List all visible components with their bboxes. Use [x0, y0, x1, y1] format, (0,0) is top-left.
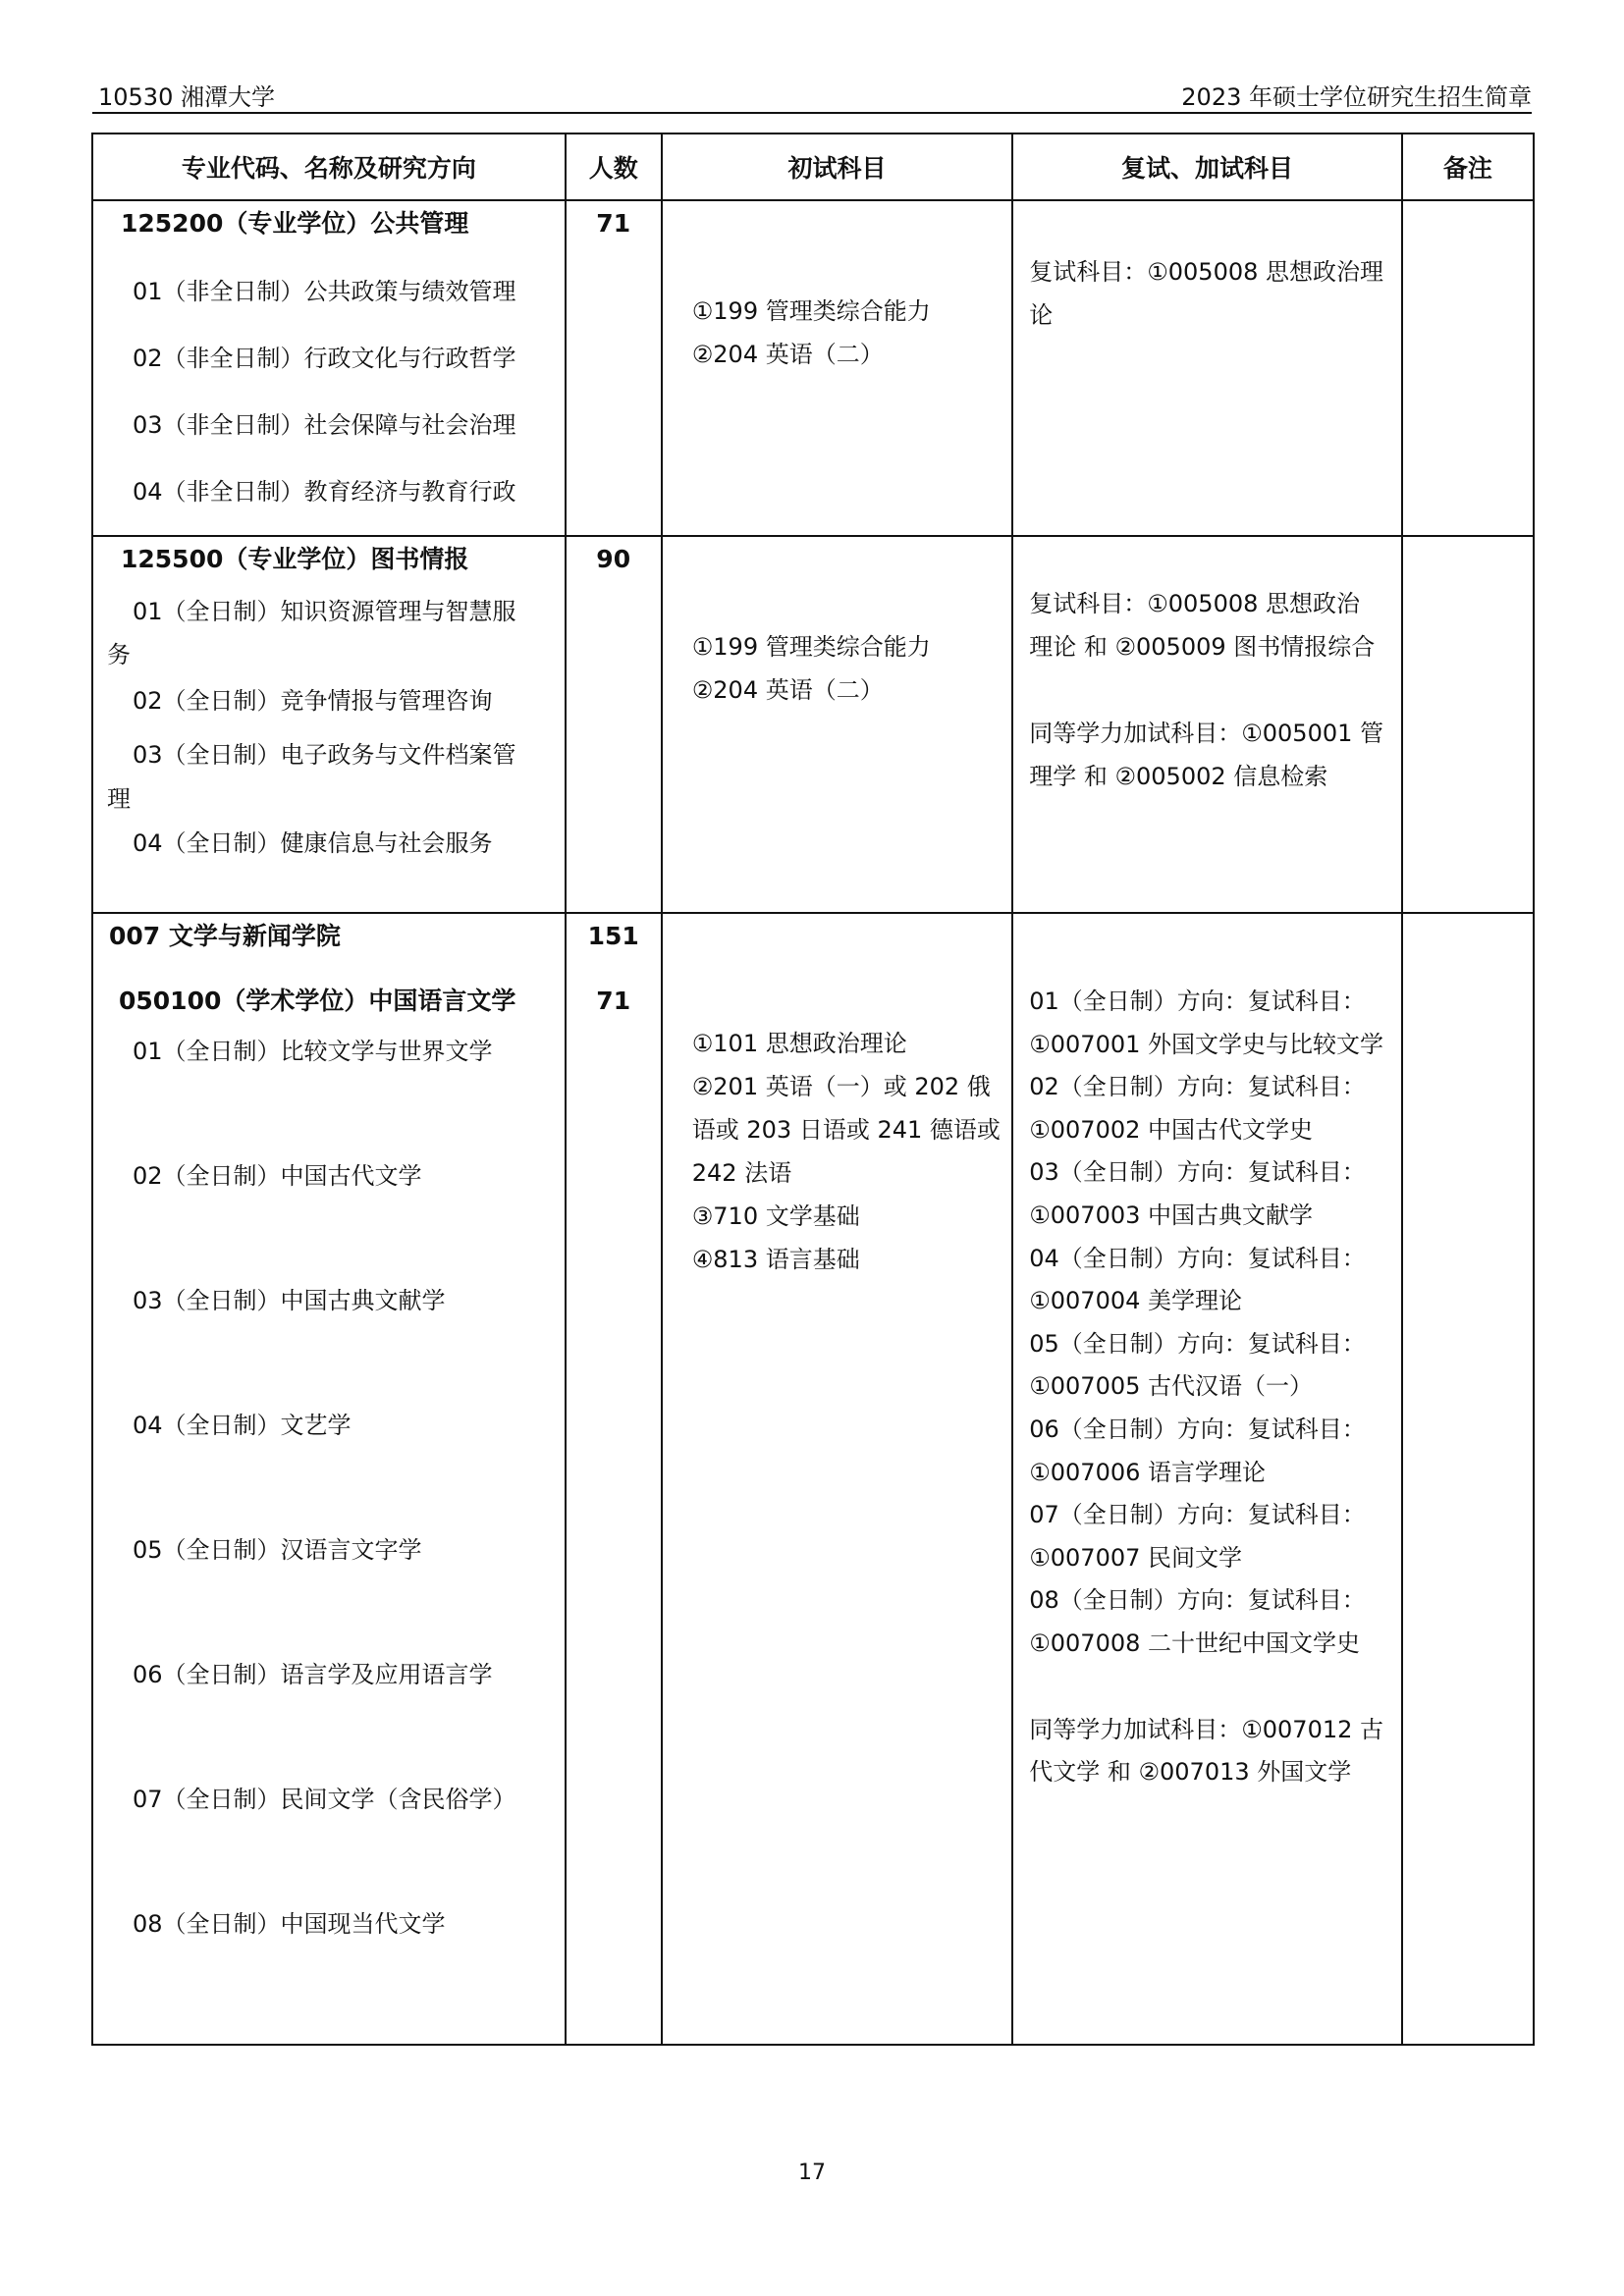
college-count-value: 151 — [587, 922, 639, 950]
retest-item: ①007003 中国古典文献学 — [1029, 1201, 1314, 1229]
exam-item: ①101 思想政治理论 — [691, 1030, 907, 1057]
exam-item: ②201 英语（一）或 202 俄 — [691, 1073, 991, 1100]
direction-item: 04（全日制）文艺学 — [133, 1412, 352, 1439]
retest-item: 01（全日制）方向：复试科目： — [1029, 988, 1366, 1015]
major-cell — [92, 200, 566, 536]
col-header-count: 人数 — [566, 133, 662, 200]
count-cell — [566, 913, 662, 2045]
direction-item: 03（非全日制）社会保障与社会治理 — [133, 411, 516, 439]
retest-item: 理论 和 ②005009 图书情报综合 — [1029, 633, 1376, 661]
retest-item: 复试科目：①005008 思想政治 — [1029, 590, 1361, 617]
direction-item: 03（全日制）中国古典文献学 — [133, 1287, 446, 1314]
retest-item: ①007006 语言学理论 — [1029, 1458, 1267, 1486]
direction-item: 04（非全日制）教育经济与教育行政 — [133, 478, 516, 506]
direction-item-cont: 理 — [107, 785, 131, 813]
remark-cell — [1402, 536, 1534, 913]
header-rule — [92, 112, 1532, 114]
direction-item: 04（全日制）健康信息与社会服务 — [133, 829, 493, 857]
table-row — [92, 913, 1534, 2045]
retest-item: 03（全日制）方向：复试科目： — [1029, 1158, 1366, 1187]
page-number: 17 — [798, 2161, 826, 2185]
retest-item: 复试科目：①005008 思想政治理 — [1029, 258, 1384, 286]
direction-item: 01（全日制）比较文学与世界文学 — [133, 1038, 493, 1065]
major-cell — [92, 536, 566, 913]
exam-cell — [662, 913, 1012, 2045]
direction-item: 01（全日制）知识资源管理与智慧服 — [133, 598, 516, 625]
direction-item: 02（全日制）中国古代文学 — [133, 1162, 422, 1190]
retest-item: 04（全日制）方向：复试科目： — [1029, 1244, 1366, 1272]
retest-item: ①007007 民间文学 — [1029, 1543, 1243, 1572]
table-row — [92, 536, 1534, 913]
remark-cell — [1402, 913, 1534, 2045]
retest-item: 同等学力加试科目：①005001 管 — [1029, 720, 1384, 747]
direction-item-cont: 务 — [107, 641, 131, 668]
col-header-major: 专业代码、名称及研究方向 — [92, 133, 566, 200]
retest-item: ①007002 中国古代文学史 — [1029, 1115, 1314, 1144]
college-title: 007 文学与新闻学院 — [109, 922, 341, 950]
exam-item: ①199 管理类综合能力 — [691, 633, 931, 661]
retest-item: 08（全日制）方向：复试科目： — [1029, 1586, 1366, 1615]
retest-item: 05（全日制）方向：复试科目： — [1029, 1329, 1366, 1358]
remark-cell — [1402, 200, 1534, 536]
direction-item: 07（全日制）民间文学（含民俗学） — [133, 1786, 516, 1813]
direction-item: 05（全日制）汉语言文字学 — [133, 1536, 422, 1564]
direction-item: 03（全日制）电子政务与文件档案管 — [133, 741, 516, 769]
exam-cell — [662, 536, 1012, 913]
retest-cell — [1012, 536, 1402, 913]
col-header-retest: 复试、加试科目 — [1012, 133, 1402, 200]
retest-item: 02（全日制）方向：复试科目： — [1029, 1073, 1366, 1101]
count-value: 90 — [596, 545, 631, 573]
header-doc-title: 2023 年硕士学位研究生招生简章 — [1181, 83, 1532, 111]
extra-item: 同等学力加试科目：①007012 古 — [1029, 1715, 1384, 1743]
major-cell — [92, 913, 566, 2045]
retest-item: ①007004 美学理论 — [1029, 1287, 1243, 1315]
retest-item: 07（全日制）方向：复试科目： — [1029, 1501, 1366, 1529]
direction-item: 02（全日制）竞争情报与管理咨询 — [133, 687, 493, 715]
count-value: 71 — [596, 209, 631, 238]
retest-item: ①007008 二十世纪中国文学史 — [1029, 1629, 1361, 1657]
retest-item: ①007001 外国文学史与比较文学 — [1029, 1030, 1384, 1058]
retest-item: 06（全日制）方向：复试科目： — [1029, 1415, 1366, 1443]
retest-item: 论 — [1029, 301, 1054, 329]
exam-item: ④813 语言基础 — [691, 1246, 860, 1273]
exam-item: ③710 文学基础 — [691, 1202, 860, 1230]
table-row — [92, 200, 1534, 536]
retest-cell — [1012, 913, 1402, 2045]
direction-item: 08（全日制）中国现当代文学 — [133, 1910, 446, 1938]
direction-item: 01（非全日制）公共政策与绩效管理 — [133, 278, 516, 305]
admission-table — [91, 133, 1535, 2046]
direction-item: 02（非全日制）行政文化与行政哲学 — [133, 345, 516, 372]
count-cell — [566, 536, 662, 913]
exam-item: ②204 英语（二） — [691, 676, 884, 704]
exam-item: 语或 203 日语或 241 德语或 — [691, 1116, 1001, 1144]
major-title: 125500（专业学位）图书情报 — [121, 545, 469, 573]
exam-item: ②204 英语（二） — [691, 341, 884, 368]
header-school: 10530 湘潭大学 — [98, 83, 275, 111]
exam-item: 242 法语 — [691, 1159, 792, 1187]
major-title: 125200（专业学位）公共管理 — [121, 209, 469, 238]
count-value: 71 — [596, 987, 631, 1015]
direction-item: 06（全日制）语言学及应用语言学 — [133, 1661, 493, 1688]
col-header-exam: 初试科目 — [662, 133, 1012, 200]
exam-item: ①199 管理类综合能力 — [691, 297, 931, 325]
count-cell — [566, 200, 662, 536]
col-header-remark: 备注 — [1402, 133, 1534, 200]
major-title: 050100（学术学位）中国语言文学 — [119, 987, 516, 1015]
extra-item: 代文学 和 ②007013 外国文学 — [1029, 1758, 1352, 1787]
retest-item: 理学 和 ②005002 信息检索 — [1029, 763, 1328, 790]
retest-item: ①007005 古代汉语（一） — [1029, 1372, 1314, 1401]
retest-cell — [1012, 200, 1402, 536]
exam-cell — [662, 200, 1012, 536]
table-header-row — [92, 133, 1534, 200]
